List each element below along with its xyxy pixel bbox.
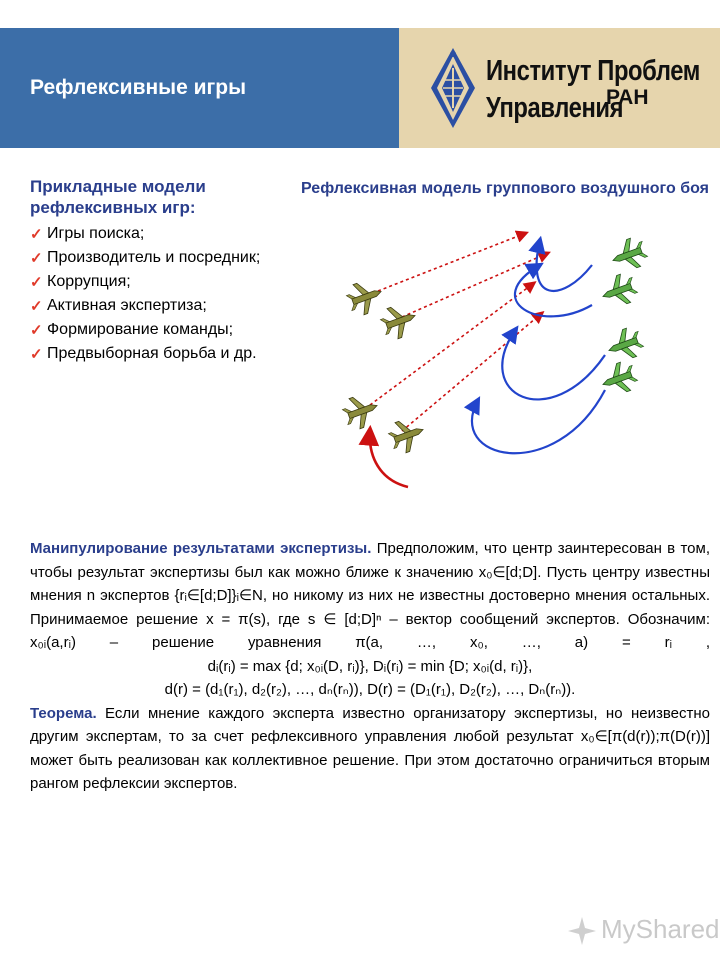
paragraph-label: Манипулирование результатами экспертизы.: [30, 540, 372, 557]
diagram-title: Рефлексивная модель группового воздушного боя: [301, 180, 709, 197]
list-item: ✓ Формирование команды;: [30, 321, 234, 339]
fighter-plane-icon: [604, 325, 646, 365]
fighter-plane-icon: [598, 271, 640, 311]
maneuver-curve: [502, 329, 605, 399]
models-list: [30, 224, 270, 368]
ipu-emblem-icon: [425, 46, 481, 130]
checkmark-icon: ✓: [30, 298, 43, 315]
logo-ran: РАН: [606, 86, 649, 109]
bomber-plane-icon: [340, 390, 383, 432]
list-item: ✓ Производитель и посредник;: [30, 249, 261, 267]
logo-line-2: Управления: [486, 92, 624, 124]
formula-bounds: dᵢ(rᵢ) = max {d; x₀ᵢ(D, rᵢ)}, Dᵢ(rᵢ) = min {D; x₀ᵢ(d, rᵢ)},: [207, 657, 533, 675]
bomber-plane-icon: [386, 414, 429, 456]
paragraph-manipulation: [30, 537, 710, 655]
maneuver-curve: [537, 240, 592, 291]
models-heading: Прикладные модели рефлексивных игр:: [30, 177, 206, 217]
theorem-text: Если мнение каждого эксперта известно организатору экспертизы, но неизвестно другим экспертам, то за счет рефлексивного управления любой результат x₀∈[π(d(r));π(D(r))] может быть реализован как коллективное решение. При этом достаточно ограничиться вторым рангом рефлексии экспертов.: [30, 704, 710, 792]
logo-line-1: Институт Проблем: [486, 55, 700, 87]
checkmark-icon: ✓: [30, 346, 43, 363]
list-item: ✓ Коррупция;: [30, 273, 131, 291]
checkmark-icon: ✓: [30, 274, 43, 291]
main-text: [30, 537, 710, 796]
page-title: Рефлексивные игры: [30, 76, 247, 99]
paragraph-theorem: [30, 702, 710, 796]
checkmark-icon: ✓: [30, 250, 43, 267]
bomber-plane-icon: [344, 276, 387, 318]
fighter-plane-icon: [608, 235, 650, 275]
bomber-plane-icon: [378, 300, 421, 342]
checkmark-icon: ✓: [30, 322, 43, 339]
list-item: ✓ Активная экспертиза;: [30, 297, 207, 315]
air-combat-diagram: [330, 225, 670, 505]
paragraph-text: Предположим, что центр заинтересован в том, чтобы результат экспертизы был как можно ближе к значению x₀∈[d;D]. Пусть центру известны мнения n экспертов {rᵢ∈[d;D]}ᵢ∈N, но никому из них не известны достоверно мнения остальных. Принимаемое решение x = π(s), где s ∈ [d;D]ⁿ – вектор сообщений экспертов. Обозначим: x₀ᵢ(a,rᵢ) – решение уравнения π(a, …, x₀, …, a) = rᵢ ,: [30, 540, 710, 651]
watermark-text: MyShared: [601, 914, 720, 944]
attack-line: [402, 253, 548, 317]
watermark: [565, 912, 720, 952]
list-item: ✓ Предвыборная борьба и др.: [30, 345, 257, 363]
checkmark-icon: ✓: [30, 226, 43, 243]
list-item: ✓ Игры поиска;: [30, 225, 145, 243]
formula-vectors: d(r) = (d₁(r₁), d₂(r₂), …, dₙ(rₙ)), D(r) = (D₁(r₁), D₂(r₂), …, Dₙ(rₙ)).: [164, 681, 576, 698]
attack-line: [378, 233, 526, 291]
watermark-logo-icon: [565, 914, 599, 948]
theorem-label: Теорема.: [30, 704, 97, 722]
